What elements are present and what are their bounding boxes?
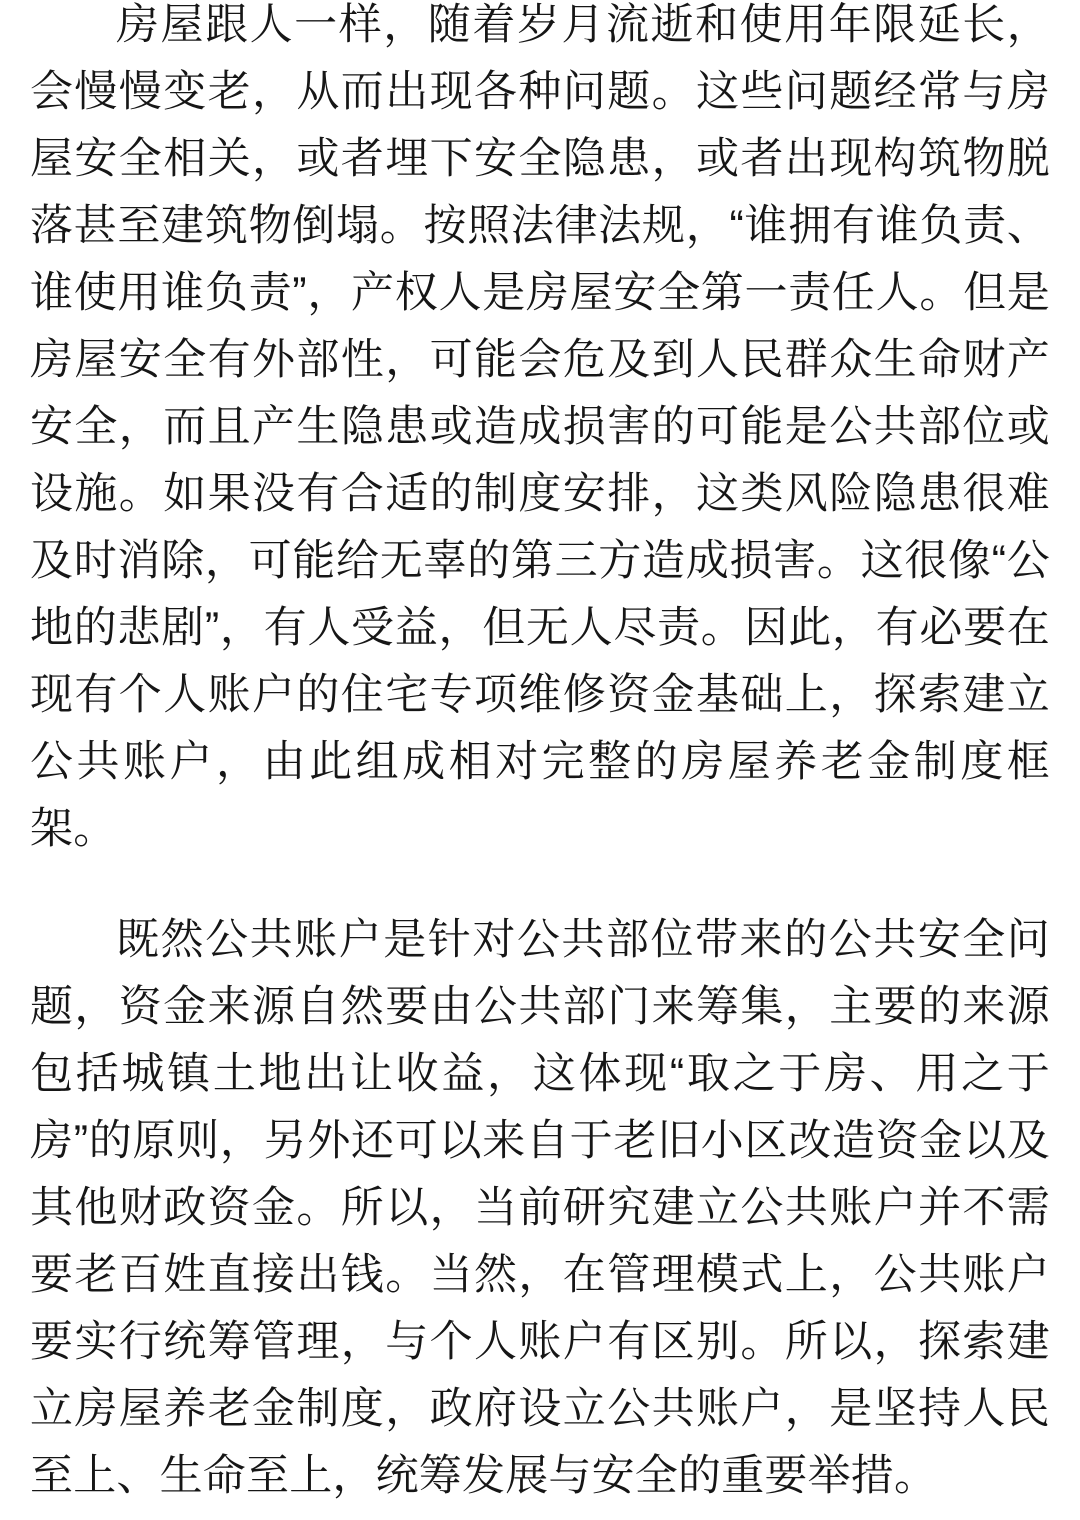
paragraph-house-aging: 房屋跟人一样，随着岁月流逝和使用年限延长，会慢慢变老，从而出现各种问题。这些问题经常与房屋安全相关，或者埋下安全隐患，或者出现构筑物脱落甚至建筑物倒塌。按照法律法规，“谁拥有谁负责、谁使用谁负责”，产权人是房屋安全第一责任人。但是房屋安全有外部性，可能会危及到人民群众生命财产安全，而且产生隐患或造成损害的可能是公共部位或设施。如果没有合适的制度安排，这类风险隐患很难及时消除，可能给无辜的第三方造成损害。这很像“公地的悲剧”，有人受益，但无人尽责。因此，有必要在现有个人账户的住宅专项维修资金基础上，探索建立公共账户，由此组成相对完整的房屋养老金制度框架。 xyxy=(30,1,1050,853)
paragraph-public-account-funding: 既然公共账户是针对公共部位带来的公共安全问题，资金来源自然要由公共部门来筹集，主要的来源包括城镇土地出让收益，这体现“取之于房、用之于房”的原则，另外还可以来自于老旧小区改造资金以及其他财政资金。所以，当前研究建立公共账户并不需要老百姓直接出钱。当然，在管理模式上，公共账户要实行统筹管理，与个人账户有区别。所以，探索建立房屋养老金制度，政府设立公共账户，是坚持人民至上、生命至上，统筹发展与安全的重要举措。 xyxy=(30,916,1050,1500)
